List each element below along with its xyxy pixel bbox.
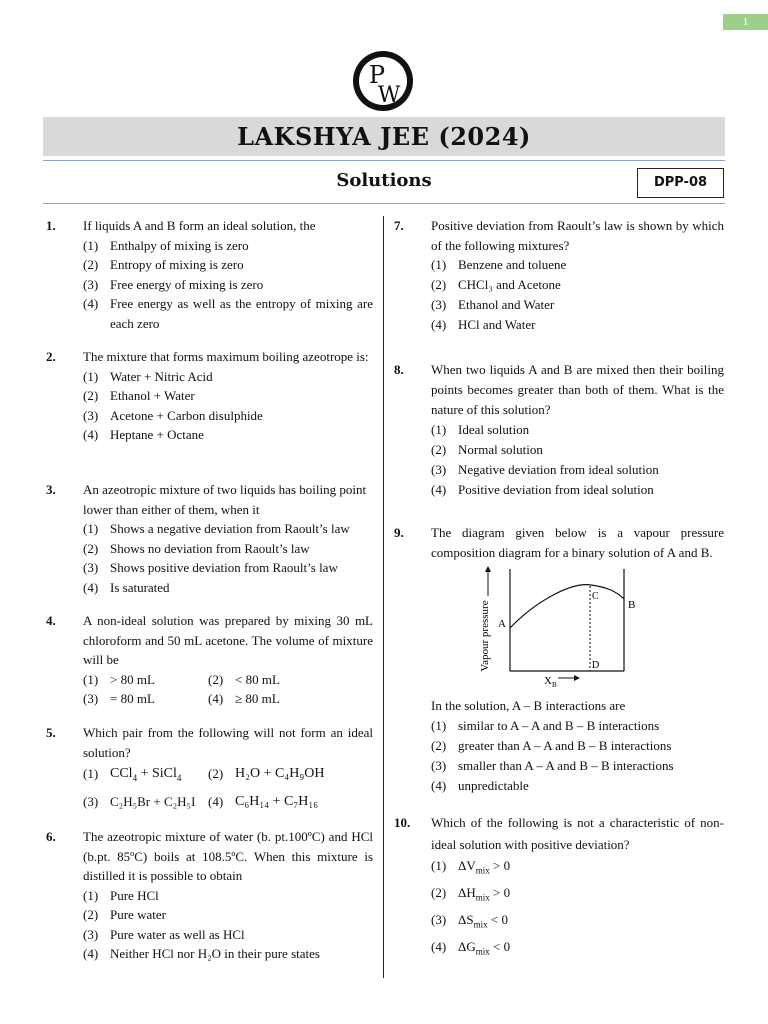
question-number: 7. — [394, 218, 404, 233]
option: (1) Ideal solution — [431, 422, 530, 437]
question-9 — [394, 523, 724, 796]
option: (3) Pure water as well as HCl — [83, 926, 245, 942]
option: (3) Acetone + Carbon disulphide — [83, 407, 263, 423]
option: (2) Pure water — [83, 907, 166, 922]
dpp-badge: DPP-08 — [637, 168, 724, 198]
option: (1) Water + Nitric Acid — [83, 368, 213, 384]
question-stem: The azeotropic mixture of water (b. pt.100ºC) and HCl (b.pt. 85ºC) boils at 108.5ºC. When this mixture is distilled it is possible to obtain — [83, 829, 373, 883]
x-axis-label: $X_B$ — [544, 675, 557, 688]
option: (3) smaller than A – A and B – B interactions — [431, 758, 674, 773]
question-stem: If liquids A and B form an ideal solution, the — [83, 218, 316, 233]
vapour-pressure-curve — [510, 585, 624, 628]
option: (4) Free energy as well as the entropy of mixing are each zero — [83, 296, 373, 331]
question-stem: Positive deviation from Raoult’s law is shown by which of the following mixtures? — [431, 218, 724, 253]
question-8 — [394, 360, 724, 500]
question-3 — [46, 480, 373, 597]
pw-logo — [352, 50, 414, 112]
option: (2) Normal solution — [431, 442, 543, 457]
label-d: D — [592, 660, 600, 671]
question-stem: A non-ideal solution was prepared by mixing 30 mL chloroform and 50 mL acetone. The volume of mixture will be — [83, 613, 373, 667]
question-post: In the solution, A – B interactions are — [431, 698, 626, 713]
option: (1) Pure HCl — [83, 887, 159, 903]
page-number: 1 — [723, 14, 768, 30]
option: (4) Neither HCl nor H₂O in their pure states — [83, 946, 320, 961]
question-7 — [394, 216, 724, 335]
option: (2) < 80 mL — [208, 671, 280, 687]
option: (4) C₆H₁₄ + C₇H₁₆ — [208, 793, 319, 809]
x-axis-arrowhead — [574, 675, 580, 681]
y-axis-arrowhead — [485, 566, 491, 572]
option: (2) H₂O + C₄H₉OH — [208, 766, 325, 781]
divider — [43, 160, 725, 161]
option: (2) $\Delta H_{mix} > 0$ — [431, 885, 511, 903]
option: (3) = 80 mL — [83, 691, 155, 706]
question-stem: Which of the following is not a characteristic of non-ideal solution with positive deviation? — [431, 815, 724, 852]
option: (4) Positive deviation from ideal solution — [431, 482, 654, 497]
option: (1) $\Delta V_{mix} > 0$ — [431, 858, 511, 876]
option: (4) HCl and Water — [431, 317, 536, 332]
subject-title: Solutions — [336, 170, 432, 191]
option: (4) ≥ 80 mL — [208, 691, 280, 706]
question-2 — [46, 347, 373, 445]
option: (2) greater than A – A and B – B interactions — [431, 738, 672, 753]
column-divider — [383, 216, 384, 978]
option: (3) Ethanol and Water — [431, 297, 555, 312]
question-number: 3. — [46, 482, 56, 497]
vapour-pressure-diagram — [476, 566, 646, 688]
option: (1) Enthalpy of mixing is zero — [83, 237, 249, 253]
question-10 — [394, 812, 724, 963]
option: (2) CHCl₃ and Acetone — [431, 277, 561, 292]
question-4 — [46, 611, 373, 709]
page-title: LAKSHYA JEE (2024) — [43, 117, 725, 156]
option: (4) unpredictable — [431, 778, 529, 793]
question-stem: An azeotropic mixture of two liquids has boiling point lower than either of them, when it — [83, 482, 367, 517]
option: (4) Is saturated — [83, 579, 170, 595]
option: (3) C₂H₅Br + C₂H₅I — [83, 793, 196, 809]
question-number: 9. — [394, 525, 404, 540]
option: (4) $\Delta G_{mix} < 0$ — [431, 939, 511, 957]
question-number: 5. — [46, 725, 56, 740]
y-axis-label: Vapour pressure — [479, 600, 491, 672]
option: (1) Benzene and toluene — [431, 257, 567, 272]
option: (2) Ethanol + Water — [83, 388, 195, 403]
question-5 — [46, 723, 373, 814]
question-number: 1. — [46, 218, 56, 233]
question-number: 2. — [46, 349, 56, 364]
option: (3) $\Delta S_{mix} < 0$ — [431, 912, 508, 930]
question-stem: Which pair from the following will not form an ideal solution? — [83, 725, 373, 760]
option: (1) Shows a negative deviation from Raoult’s law — [83, 521, 350, 536]
label-c: C — [592, 591, 599, 602]
question-1 — [46, 216, 373, 333]
option: (1) CCl$_4$ + SiCl$_4$ — [83, 766, 182, 783]
option: (2) Entropy of mixing is zero — [83, 257, 244, 272]
option: (1) similar to A – A and B – B interactions — [431, 718, 660, 733]
question-number: 10. — [394, 815, 411, 830]
option: (2) Shows no deviation from Raoult’s law — [83, 540, 310, 556]
option: (1) > 80 mL — [83, 671, 155, 687]
question-stem: The mixture that forms maximum boiling azeotrope is: — [83, 349, 369, 364]
label-a: A — [498, 618, 506, 630]
option: (4) Heptane + Octane — [83, 427, 204, 442]
question-number: 4. — [46, 613, 56, 628]
divider — [43, 203, 725, 204]
option: (3) Shows positive deviation from Raoult’s law — [83, 560, 338, 575]
logo-letter-p: P — [368, 61, 386, 89]
logo-letter-w: W — [377, 83, 401, 108]
question-number: 6. — [46, 829, 56, 844]
question-stem: When two liquids A and B are mixed then their boiling points becomes greater than both of them. What is the nature of this solution? — [431, 362, 724, 417]
option: (3) Free energy of mixing is zero — [83, 276, 264, 292]
option: (3) Negative deviation from ideal solution — [431, 462, 659, 477]
label-b: B — [628, 599, 636, 611]
question-number: 8. — [394, 362, 404, 377]
question-6 — [46, 827, 373, 964]
question-stem: The diagram given below is a vapour pressure composition diagram for a binary solution of A and B. — [431, 525, 724, 560]
